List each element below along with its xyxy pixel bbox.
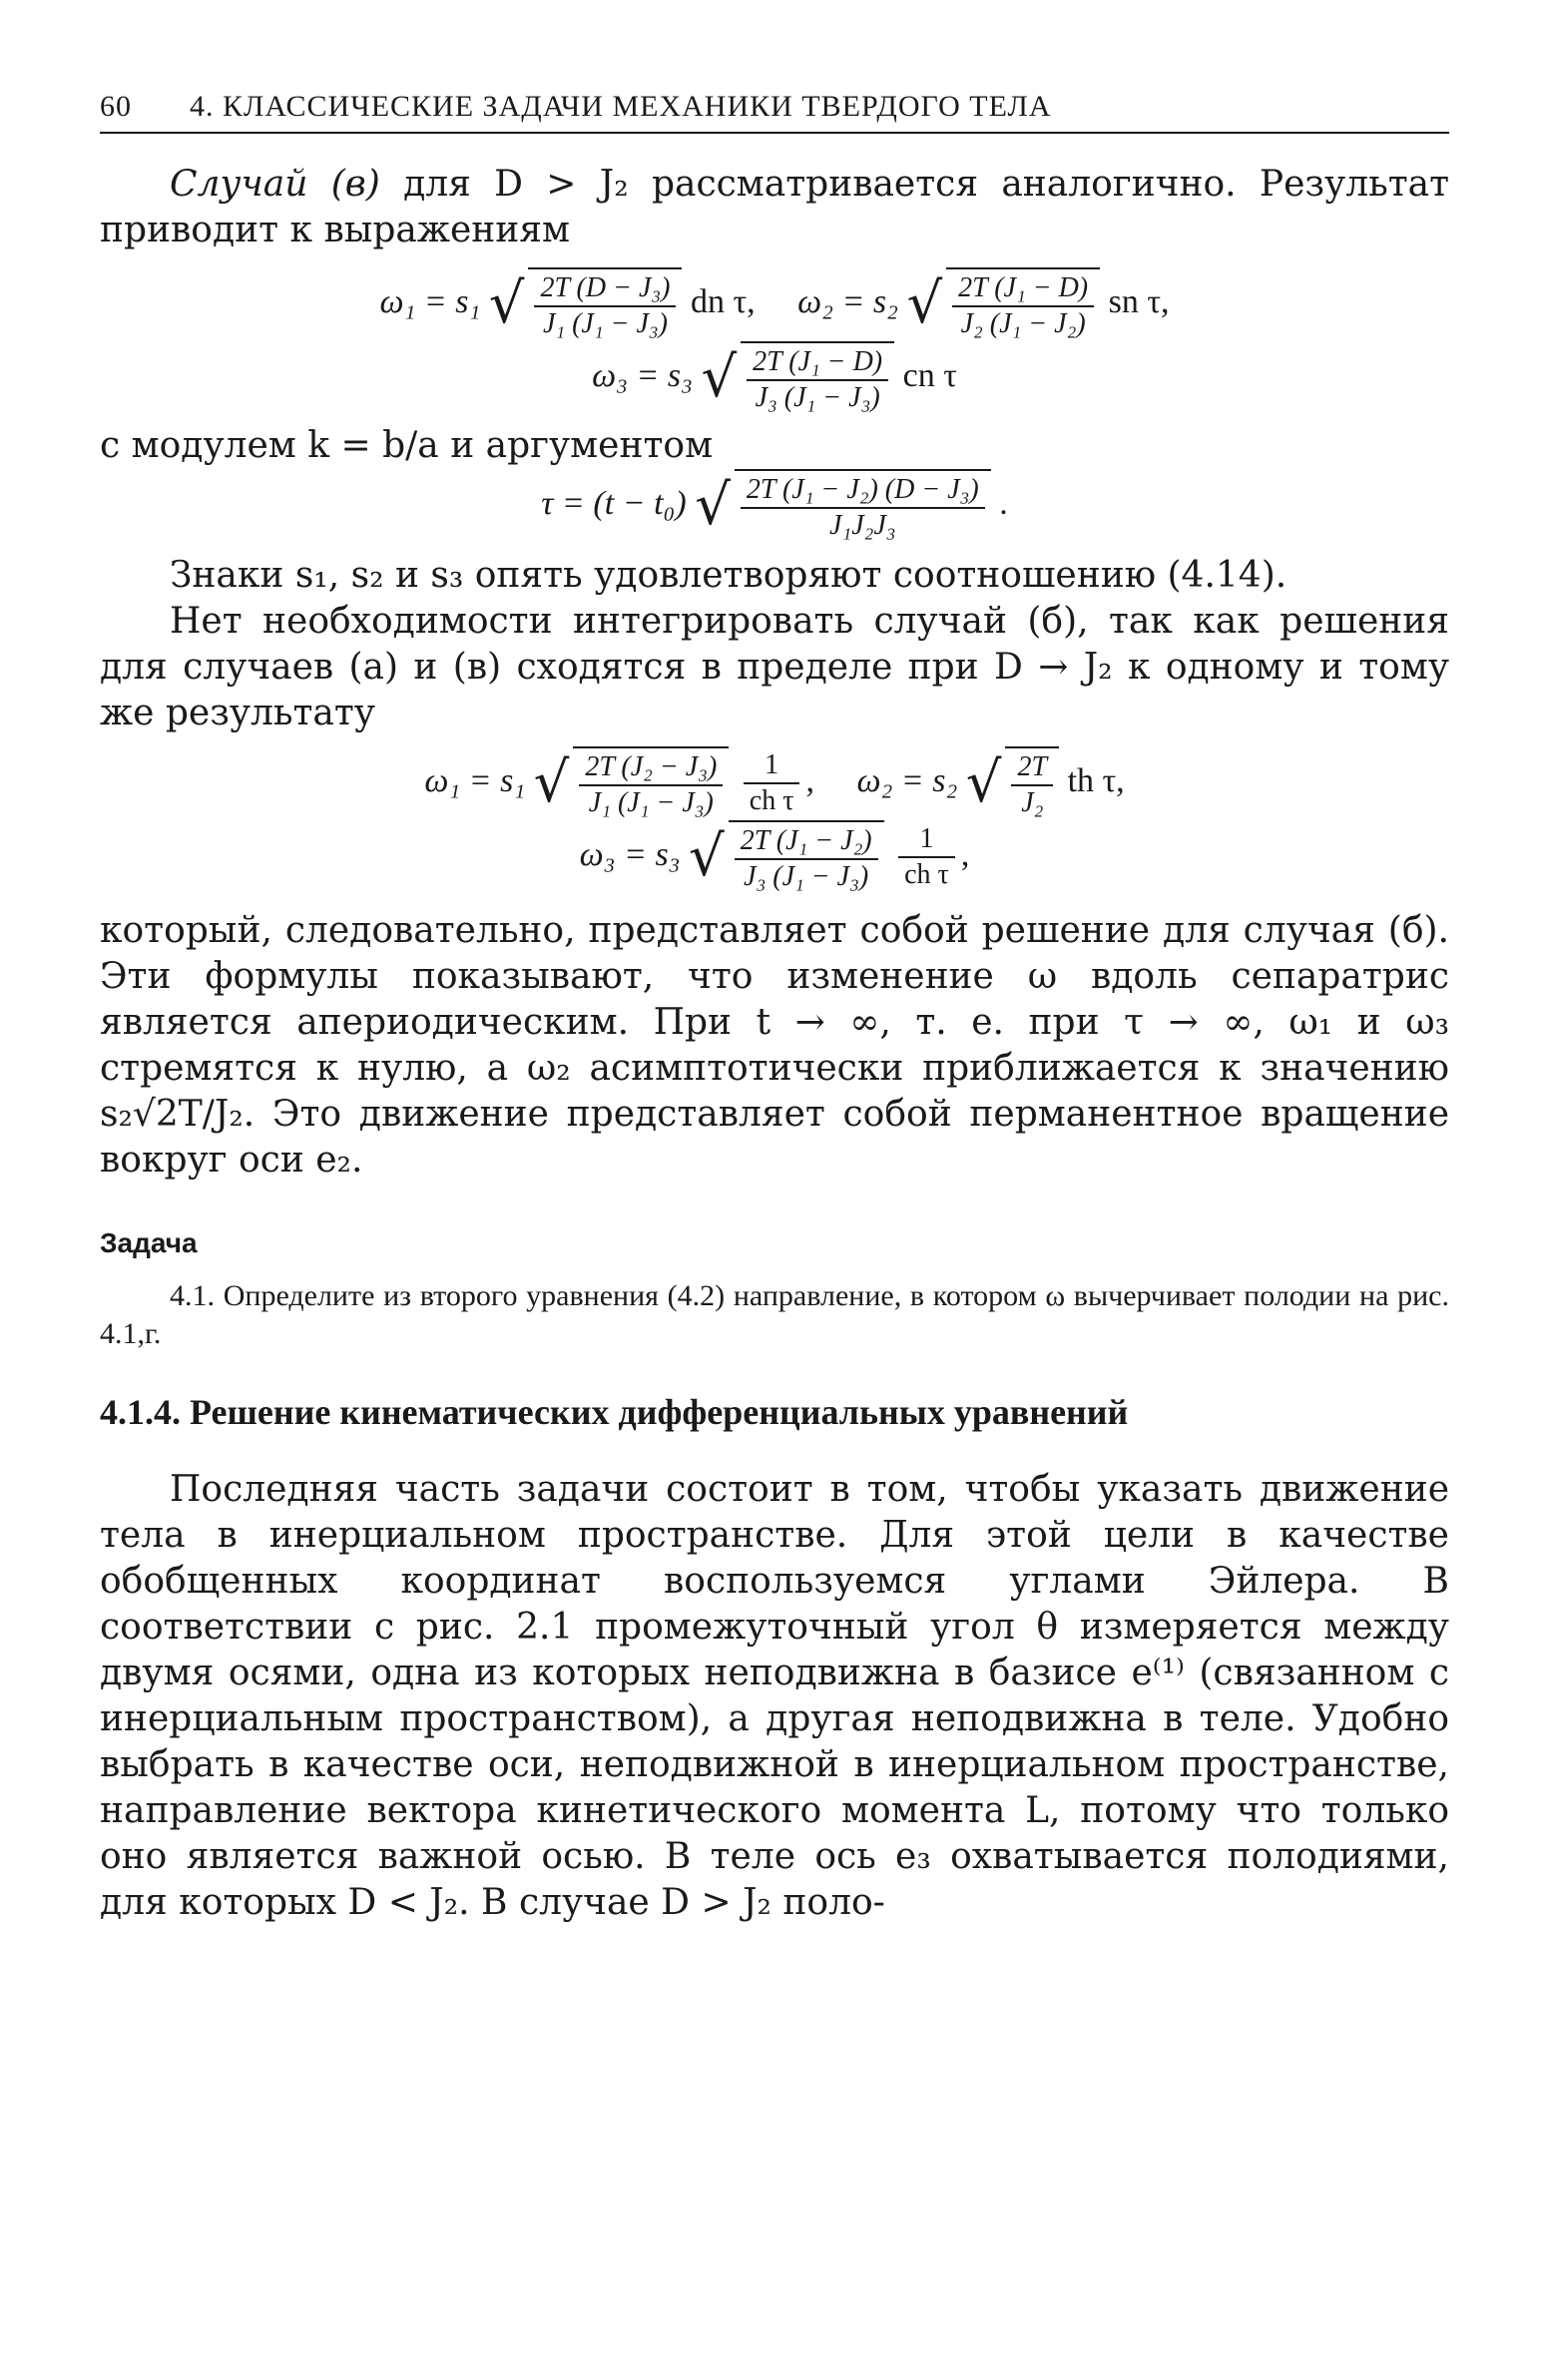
fraction-denominator: J₃ (J₁ − J₃) [755, 382, 880, 413]
omega3-lhs: ω₃ = s₃ [579, 835, 681, 873]
omega1-lhs: ω₁ = s₁ [379, 282, 481, 320]
omega2-lhs: ω₂ = s₂ [797, 282, 898, 320]
fraction [741, 473, 985, 543]
sqrt-icon: √ [906, 271, 943, 336]
omega2-function: th τ, [1067, 761, 1125, 799]
problem-number: 4.1. [170, 1279, 215, 1312]
fraction [898, 822, 955, 892]
fraction-denominator: ch τ [749, 785, 794, 816]
problem-4-1 [100, 1277, 1449, 1353]
fraction-denominator: J₁J₂J₃ [829, 510, 896, 541]
running-header [100, 90, 1449, 134]
fraction-numerator: 2T (D − J₃) [534, 271, 676, 307]
fraction [534, 271, 676, 341]
formula-tau [100, 469, 1449, 543]
omega1-lhs: ω₁ = s₁ [424, 761, 526, 799]
sqrt-icon: √ [533, 750, 570, 815]
fraction-numerator: 2T (J₁ − J₂) (D − J₃) [741, 473, 985, 509]
page-number: 60 [100, 90, 132, 123]
sqrt-icon: √ [695, 473, 731, 538]
fraction [1011, 750, 1053, 820]
fraction-denominator: J₁ (J₁ − J₃) [542, 308, 668, 339]
separator: , [805, 761, 814, 799]
formula-separatrix-omega1-omega2 [100, 746, 1449, 820]
fraction-denominator: ch τ [904, 859, 949, 890]
fraction-numerator: 2T [1011, 750, 1053, 786]
omega3-function: cn τ [902, 356, 957, 394]
section-title: 4.1.4. Решение кинематических дифференциальных уравнений [100, 1392, 1129, 1432]
formula-omega1-omega2 [100, 267, 1449, 341]
radicand [741, 341, 894, 415]
fraction-denominator: J₂ [1021, 787, 1044, 818]
sqrt-icon: √ [701, 345, 738, 410]
formula-omega3 [100, 341, 1449, 415]
fraction-numerator: 1 [744, 748, 800, 784]
radicand [573, 746, 729, 820]
fraction-numerator: 2T (J₁ − D) [952, 271, 1094, 307]
omega1-function: dn τ, [690, 282, 756, 320]
fraction-numerator: 2T (J₂ − J₃) [579, 750, 723, 786]
radicand [528, 267, 682, 341]
omega2-function: sn τ, [1108, 282, 1170, 320]
formula-separatrix-omega3 [100, 820, 1449, 894]
case-label: Случай (в) [170, 164, 380, 205]
fraction-denominator: J₂ (J₁ − J₂) [960, 308, 1086, 339]
omega2-lhs: ω₂ = s₂ [856, 761, 958, 799]
paragraph-case-v [100, 162, 1449, 253]
fraction-denominator: J₃ (J₁ − J₃) [744, 861, 869, 892]
paragraph-case-b: Нет необходимости интегрировать случай (б), так как решения для случаев (а) и (в) сходятся в пределе при D → J₂ к одному и тому же результату [100, 601, 1449, 733]
fraction [952, 271, 1094, 341]
fraction-denominator: J₁ (J₁ − J₃) [588, 787, 714, 818]
paragraph-signs: Знаки s₁, s₂ и s₃ опять удовлетворяют соотношению (4.14). [170, 555, 1287, 596]
sqrt-icon: √ [965, 750, 1002, 815]
paragraph-euler-angles: Последняя часть задачи состоит в том, чтобы указать движение тела в инерциальном пространстве. Для этой цели в качестве обобщенных координат воспользуемся углами Эйлера. В соответствии с рис. 2.1 промежуточный угол θ измеряется между двумя осями, одна из которых неподвижна в базисе e⁽¹⁾ (связанном с инерциальным пространством), а другая неподвижна в теле. Удобно выбрать в качестве оси, неподвижной в инерциальном пространстве, направление вектора кинетического момента L, потому что только оно является важной осью. В теле ось e₃ охватывается полодиями, для которых D < J₂. В случае D > J₂ поло- [100, 1469, 1449, 1923]
fraction [744, 748, 800, 818]
problem-heading: Задача [100, 1227, 198, 1258]
fraction-numerator: 2T (J₁ − J₂) [735, 824, 878, 860]
radicand [1005, 746, 1059, 820]
sqrt-icon: √ [488, 271, 525, 336]
sqrt-icon: √ [689, 824, 725, 889]
formula-period: . [999, 484, 1008, 522]
radicand [729, 820, 884, 894]
fraction [735, 824, 878, 894]
fraction-numerator: 2T (J₁ − D) [747, 345, 888, 381]
paragraph-modulus: с модулем k = b/a и аргументом [100, 425, 714, 466]
tau-lhs: τ = (t − t₀) [541, 484, 687, 522]
radicand [946, 267, 1100, 341]
separator: , [960, 835, 970, 873]
problem-text: Определите из второго уравнения (4.2) направление, в котором ω вычерчивает полодии на рис. 4.1,г. [100, 1279, 1449, 1350]
paragraph-text: для D > J₂ рассматривается аналогично. Результат приводит к выражениям [100, 164, 1449, 250]
radicand [735, 469, 991, 543]
running-title: 4. КЛАССИЧЕСКИЕ ЗАДАЧИ МЕХАНИКИ ТВЕРДОГО ТЕЛА [190, 90, 1052, 123]
fraction-numerator: 1 [898, 822, 955, 858]
omega3-lhs: ω₃ = s₃ [592, 356, 693, 394]
paragraph-separatrix: который, следовательно, представляет собой решение для случая (б). Эти формулы показывают, что изменение ω вдоль сепаратрис является апериодическим. При t → ∞, т. е. при τ → ∞, ω₁ и ω₃ стремятся к нулю, а ω₂ асимптотически приближается к значению s₂√2T/J₂. Это движение представляет собой перманентное вращение вокруг оси e₂. [100, 910, 1449, 1181]
fraction [747, 345, 888, 415]
fraction [579, 750, 723, 820]
